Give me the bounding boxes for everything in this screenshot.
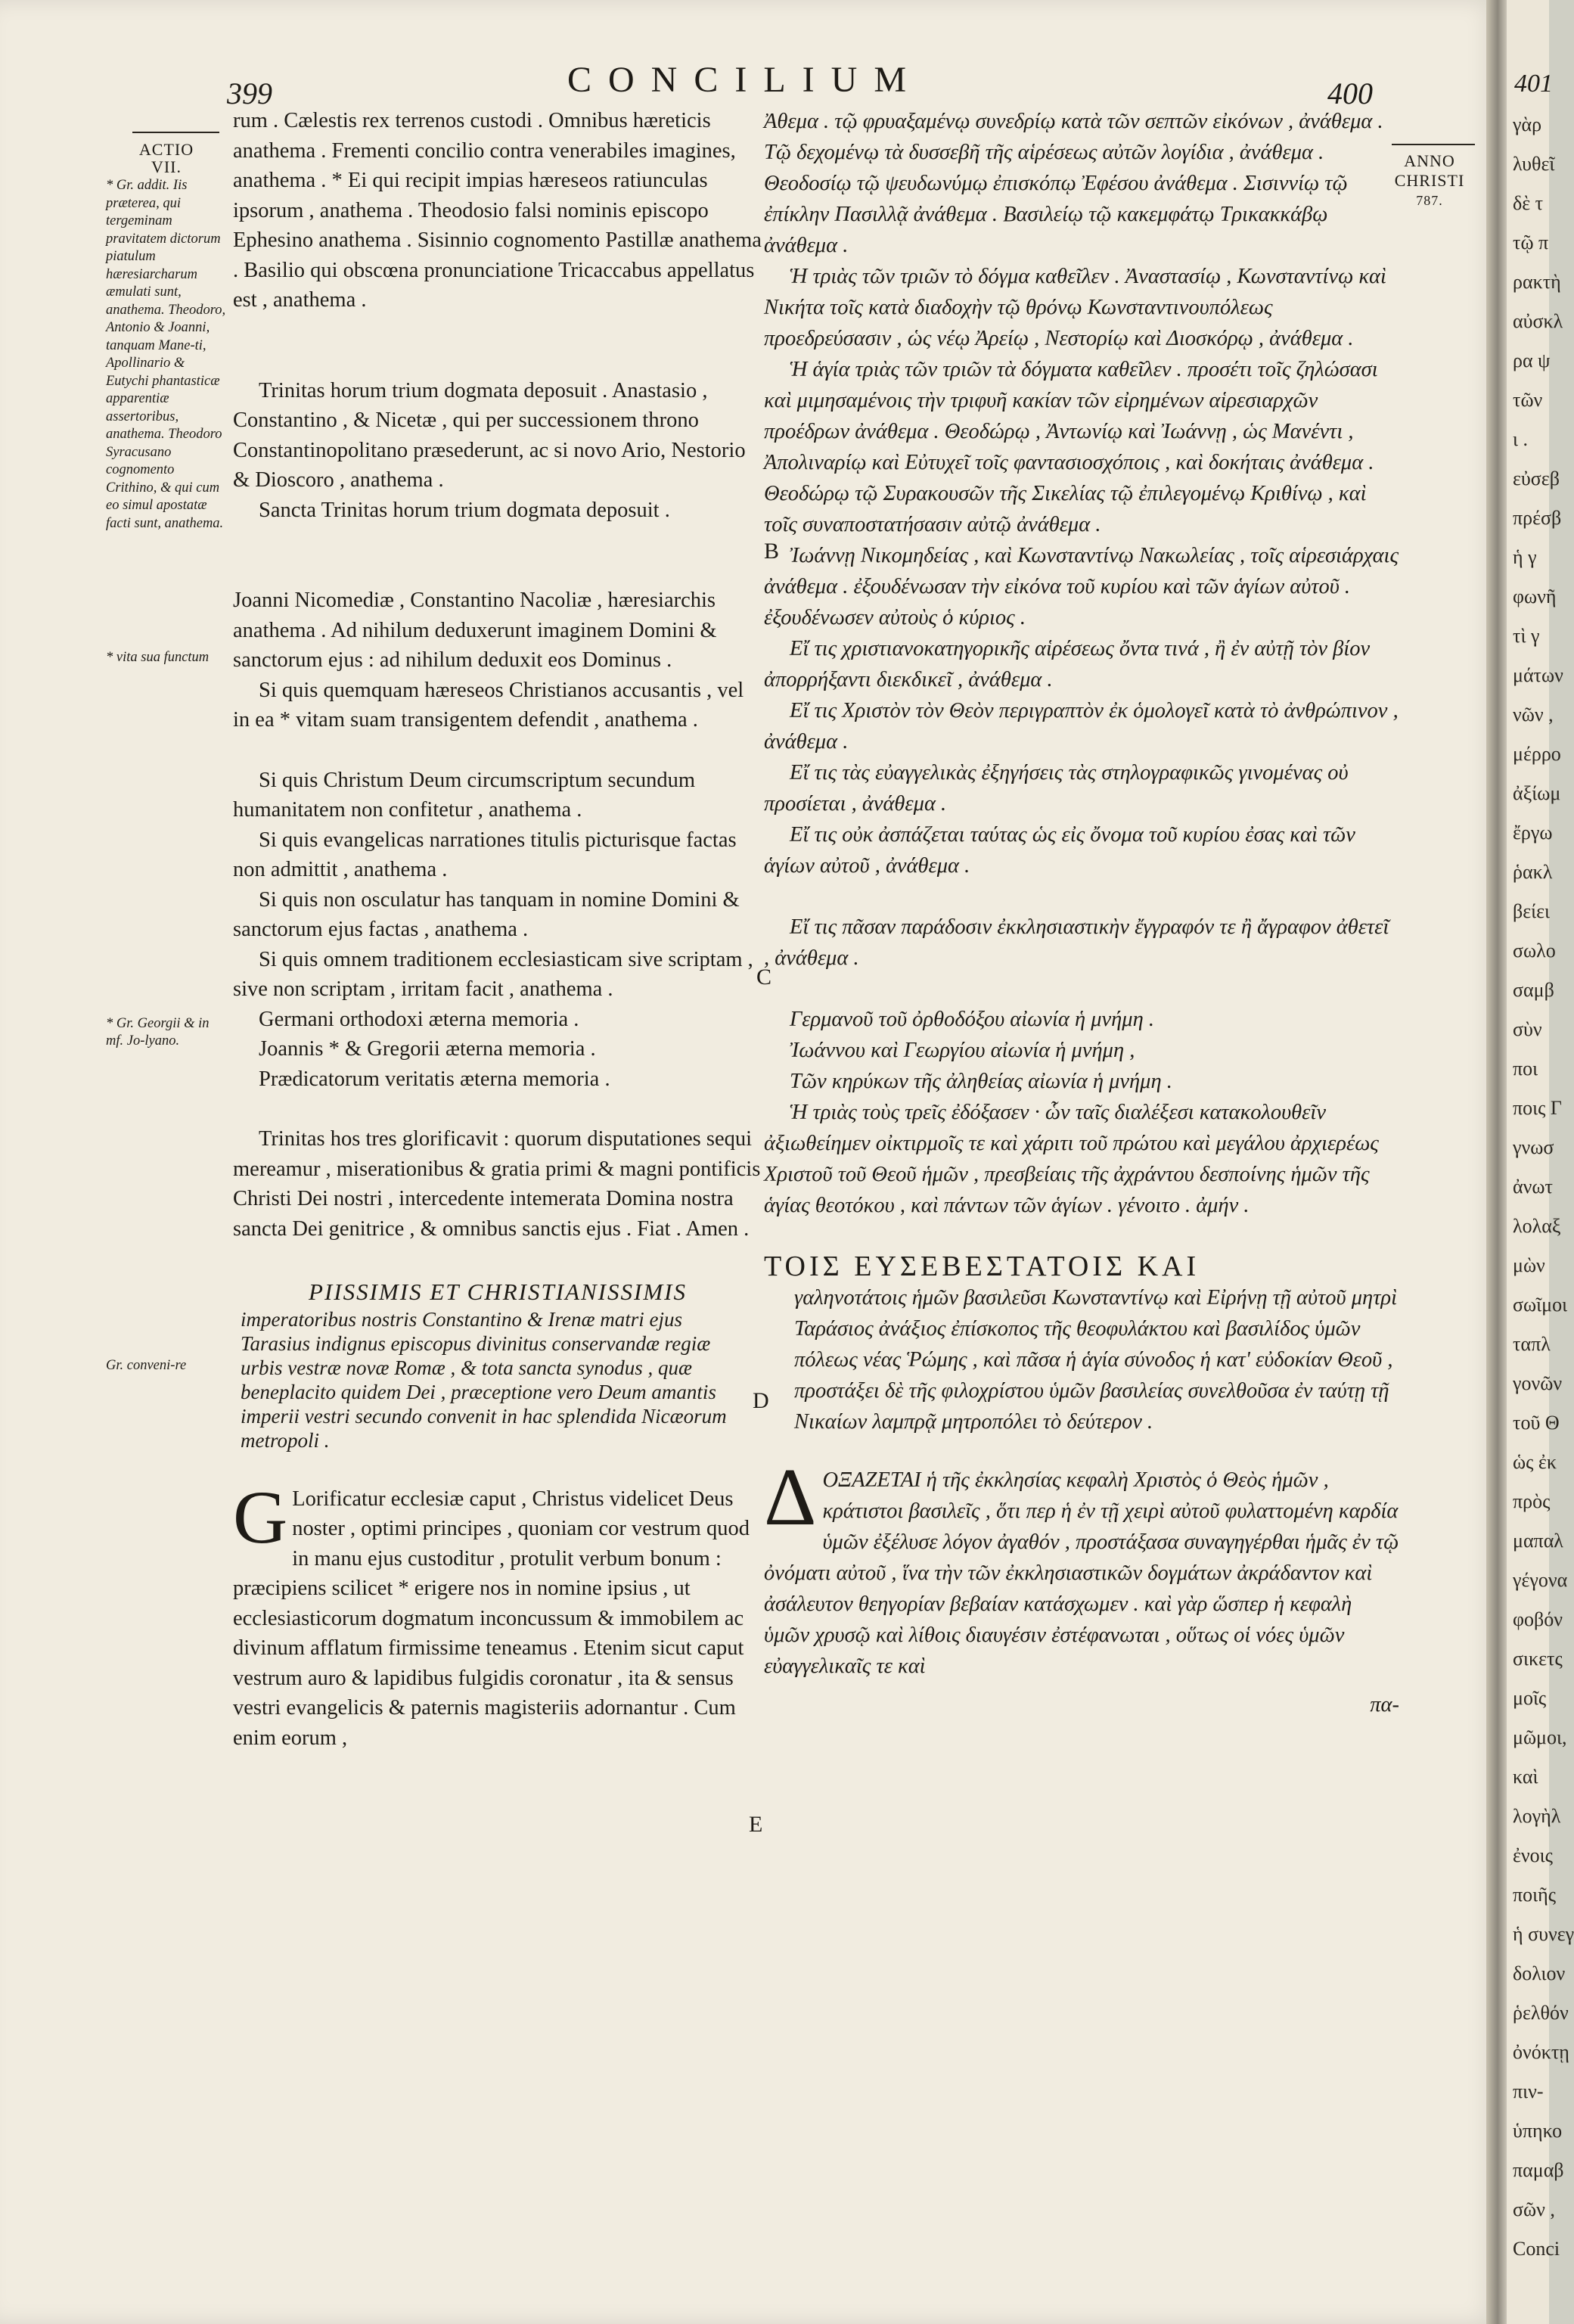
greek-mneme-1: Γερμανοῦ τοῦ ὀρθοδόξου αἰωνία ἡ μνήμη . [790,1008,1154,1031]
next-page-fragment: ποις Γ [1513,1097,1562,1119]
section-letter-c: C [756,965,772,990]
next-page-fragment: ὡς ἐκ [1513,1451,1557,1473]
actio-label: ACTIO [138,140,194,159]
next-page-fragment: Conci [1513,2238,1560,2260]
page-number-right: 400 [1327,76,1373,110]
next-page-fragment: ποι [1513,1058,1538,1080]
greek-letter-address: γαληνοτάτοις ἡμῶν βασιλεῦσι Κωνσταντίνῳ καὶ Εἰρήνῃ τῇ αὐτοῦ μητρὶ Ταράσιος ἀνάξιος ἐπίσκοπος τῆς θεοφυλάκτου καὶ βασιλίδος ὑμῶν πόλεως νέας Ῥώμης , καὶ πᾶσα ἡ ἁγία σύνοδος ἡ κατ' εὐδοκίαν Θεοῦ , προστάξει δὲ τῆς φιλοχρίστου ὑμῶν βασιλείας συνελθοῦσα ἐν ταύτῃ τῇ Νικαίων λαμπρᾷ μητροπόλει τὸ δεύτερον . [794,1286,1397,1434]
next-page-fragment: δολιον [1513,1962,1566,1984]
margin-rule-right [1392,144,1475,145]
next-page-fragment: ὑπηκο [1513,2120,1563,2142]
next-page-fragment: φωνῆ [1513,586,1557,607]
next-page-edge [1507,0,1574,2324]
page-number-next: 401 [1514,70,1553,98]
next-page-fragment: ρα ψ [1513,350,1551,371]
page-number-left: 399 [227,76,272,110]
next-page-fragment: μῶμοι, [1513,1726,1567,1748]
next-page-fragment: ῥελθόν [1513,2002,1569,2024]
greek-mneme-3: Τῶν κηρύκων τῆς ἀληθείας αἰωνία ἡ μνήμη . [790,1070,1172,1093]
next-page-fragment: σαμβ [1513,979,1554,1001]
latin-joanni: Joanni Nicomediæ , Constantino Nacoliæ , hæresiarchis anathema . Ad nihilum deduxerunt imaginem Domini & sanctorum ejus : ad nihilum deduxit eos Dominus . [233,589,717,672]
greek-anathemas-1: Ἀθεμα . τῷ φρυαξαμένῳ συνεδρίῳ κατὰ τῶν σεπτῶν εἰκόνων , ἀνάθεμα . Τῷ δεχομένῳ τὰ δυσσεβῆ τῆς αἱρέσεως αὐτῶν λογίδια , ἀνάθεμα . Θεοδοσίῳ τῷ ψευδωνύμῳ ἐπισκόπῳ Ἐφέσου ἀνάθεμα . Σισιννίῳ τῷ ἐπίκλην Πασιλλᾷ ἀνάθεμα . Βασιλείῳ τῷ κακεμφάτῳ Τρικακκάβῳ ἀνάθεμα . [764,110,1383,257]
next-page-fragment: παμαβ [1513,2159,1564,2181]
next-page-fragment: μὼν [1513,1254,1545,1276]
latin-si-quis-3: Si quis evangelicas narrationes titulis picturisque factas non admittit , anathema . [233,828,737,881]
section-letter-e: E [749,1812,763,1837]
next-page-fragment: γέγονα [1513,1569,1568,1591]
next-page-fragment: τὶ γ [1513,625,1540,647]
margin-note-greek-addition: * Gr. addit. Iis præterea, qui tergeminam pravitatem dictorum piatulum hæresiarcharum æmulati sunt, anathema. Theodoro, Antonio & Joanni, tanquam Mane-ti, Apollinario & Eutychi phantasticæ apparentiæ assertoribus, anathema. Theodoro Syracusano cognomento Crithino, & qui cum eo simul apostatæ facti sunt, anathema. [106,178,226,531]
next-page-fragment: τοῦ Θ [1513,1412,1560,1434]
latin-si-quis-1: Si quis quemquam hæreseos Christianos accusantis , vel in ea * vitam suam transigentem defendit , anathema . [233,678,744,732]
next-page-fragment: σὺν [1513,1018,1542,1040]
next-page-fragment: φοβόν [1513,1608,1563,1630]
next-page-fragment: ι . [1513,428,1528,450]
greek-trias-2: Ἡ ἁγία τριὰς τῶν τριῶν τὰ δόγματα καθεῖλεν . προσέτι τοῖς ζηλώσασι καὶ μιμησαμένοις τὴν τριφυῆ κακίαν τῶν εἰρημένων αἱρεσιαρχῶν προέδρων ἀνάθεμα . Θεοδώρῳ , Ἀντωνίῳ καὶ Ἰωάννῃ , ὡς Μανέντι , Ἀπολιναρίῳ καὶ Εὐτυχεῖ τοῖς φαντασιοσχόποις , καὶ δοκήταις ἀνάθεμα . Θεοδώρῳ τῷ Συρακουσῶν τῆς Σικελίας τῷ ἐπιλεγομένῳ Κριθίνῳ , καὶ τοῖς συναποστατήσασιν αὐτῷ ἀνάθεμα . [764,358,1378,536]
next-page-fragment: μάτων [1513,664,1563,686]
latin-trinitas-glorificavit: Trinitas hos tres glorificavit : quorum disputationes sequi mereamur , miserationibus & gratia primi & magni pontificis Christi Dei nostri , intercedente intemerata Domina nostra sancta Dei genitrice , & omnibus sanctis ejus . Fiat . Amen . [233,1127,761,1241]
next-page-fragment: ποιῆς [1513,1884,1557,1906]
next-page-fragment: γονῶν [1513,1372,1563,1394]
next-page-fragment: τῷ π [1513,231,1549,253]
book-gutter [1486,0,1509,2324]
next-page-fragment: σῶν , [1513,2198,1555,2220]
margin-note-convenire: Gr. conveni-re [106,1357,187,1373]
next-page-fragment: ρακτὴ [1513,271,1561,293]
next-page-fragment: δὲ τ [1513,192,1544,214]
next-page-fragment: ὀνόκτῃ [1513,2041,1569,2063]
next-page-fragment: νῶν , [1513,704,1554,725]
margin-rule-left [132,132,219,133]
next-page-fragment: γὰρ [1513,113,1542,135]
next-page-fragment: πρέσβ [1513,507,1562,529]
greek-drop-capital: Δ [764,1452,817,1543]
margin-note-vita: * vita sua functum [106,650,210,665]
latin-trinitas-2: Sancta Trinitas horum trium dogmata deposuit . [259,498,670,522]
greek-ei-tis-5: Εἴ τις πᾶσαν παράδοσιν ἐκκλησιαστικὴν ἔγγραφόν τε ἢ ἄγραφον ἀθετεῖ , ἀνάθεμα . [764,915,1389,970]
greek-ioanni: Ἰωάννῃ Νικομηδείας , καὶ Κωνσταντίνῳ Νακωλείας , τοῖς αἱρεσιάρχαις ἀνάθεμα . ἐξουδένωσαν τὴν εἰκόνα τοῦ κυρίου καὶ τῶν ἁγίων αὐτοῦ . ἐξουδένωσεν αὐτοὺς ὁ κύριος . [764,544,1399,629]
latin-si-quis-4: Si quis non osculatur has tanquam in nomine Domini & sanctorum ejus factas , anathema . [233,887,740,941]
greek-ei-tis-2: Εἴ τις Χριστὸν τὸν Θεὸν περιγραπτὸν ἐκ ὁμολογεῖ κατὰ τὸ ἀνθρώπινον , ἀνάθεμα . [764,699,1399,753]
latin-anathemas-1: rum . Cælestis rex terrenos custodi . Omnibus hæreticis anathema . Frementi concilio contra venerabiles imagines, anathema . * Ei qui recipit impias hæreseos ratiunculas ipsorum , anathema . Theodosio falsi nominis episcopo Ephesino anathema . Sisinnio cognomento Pastillæ anathema . Basilio qui obscœna pronunciatione Tricaccabus appellatus est , anathema . [233,109,762,312]
section-letter-b: B [764,539,780,564]
next-page-fragment: σικετς [1513,1648,1563,1670]
next-page-fragment: αὐσκλ [1513,310,1563,332]
latin-letter-address: imperatoribus nostris Constantino & Irenæ matri ejus Tarasius indignus episcopus divinitus conservandæ regiæ urbis vestræ novæ Romæ , & tota sancta synodus , quæ beneplacito quidem Dei , præceptione vero Deum amantis imperii vestri secundo convenit in hac splendida Nicæorum metropoli . [241,1307,727,1452]
margin-note-georgii: * Gr. Georgii & in mf. Jo-lyano. [106,1015,210,1049]
latin-memoria-3: Prædicatorum veritatis æterna memoria . [259,1067,610,1091]
latin-letter-text: Lorificatur ecclesiæ caput , Christus videlicet Deus noster , optimi principes , quoniam cor vestrum quod in manu ejus custoditur , protulit verbum bonum : præcipiens scilicet * erigere nos in nomine ipsius , ut ecclesiasticorum dogmatum inconcussum & immobilem ac divinum afflatum firmissime teneamus . Etenim sicut caput vestrum auro & lapidibus fulgidis coronatur , ita & sensus vestri evangelicis & paternis magisteriis adornantur . Cum enim eorum , [233,1487,750,1750]
next-page-fragment: μοῖς [1513,1687,1547,1709]
next-page-fragment: ἀξίωμ [1513,782,1561,804]
next-page-fragment: ταπλ [1513,1333,1551,1355]
next-page-fragment: λογὴλ [1513,1805,1561,1827]
greek-ei-tis-3: Εἴ τις τὰς εὐαγγελικὰς ἐξηγήσεις τὰς στηλογραφικῶς γινομένας οὐ προσίεται , ἀνάθεμα . [764,761,1349,816]
next-page-fragment: ἡ συνεγ [1513,1923,1574,1945]
margin-notes [106,141,227,1375]
latin-letter-body [233,1474,762,1754]
next-page-fragment: τῶν [1513,389,1543,411]
greek-column [764,106,1399,1720]
anno-label: ANNO [1404,151,1455,170]
greek-letter-text: ΟΞΑΖΕΤΑΙ ἡ τῆς ἐκκλησίας κεφαλὴ Χριστὸς ὁ Θεὸς ἡμῶν , κράτιστοι βασιλεῖς , ὅτι περ ἡ ἐν τῇ χειρὶ αὐτοῦ φυλαττομένη καρδία ὑμῶν ἐξέλυσε λόγον ἀγαθόν , προστάξασα συναγηγέρθαι ἡμᾶς ἐν τῷ ὀνόματι αὐτοῦ , ἵνα τὴν τῶν ἐκκλησιαστικῶν δογμάτων ἀκράδαντον καὶ ἀσάλευτον θεηγορίαν βεβαίαν κατάσχωμεν . καὶ γὰρ ὥσπερ ἡ κεφαλὴ ὑμῶν χρυσῷ καὶ λίθοις διαυγέσιν ἐστέφανωται , οὕτως οἱ νόες ὑμῶν εὐαγγελικαῖς τε καὶ [764,1468,1399,1678]
next-page-fragment: ἔργω [1513,822,1553,844]
latin-si-quis-5: Si quis omnem traditionem ecclesiasticam sive scriptam , sive non scriptam , irritam facit , anathema . [233,947,753,1001]
next-page-fragment: καὶ [1513,1766,1538,1788]
greek-ei-tis-4: Εἴ τις οὐκ ἀσπάζεται ταύτας ὡς εἰς ὄνομα τοῦ κυρίου ἐσας καὶ τῶν ἁγίων αὐτοῦ , ἀνάθεμα . [764,823,1355,878]
next-page-fragment: ἐνοις [1513,1844,1553,1866]
christi-label: CHRISTI [1394,171,1465,190]
latin-trinitas-1: Trinitas horum trium dogmata deposuit . Anastasio , Constantino , & Nicetæ , qui per successionem throno Constantinopolitano præsederunt, ac si novo Ario, Nestorio & Dioscoro , anathema . [233,378,746,492]
greek-ei-tis-1: Εἴ τις χριστιανοκατηγορικῆς αἱρέσεως ὄντα τινά , ἢ ἐν αὐτῇ τὸν βίον ἀπορρήξαντι διεκδικεῖ , ἀνάθεμα . [764,637,1371,691]
greek-trias-edoxasen: Ἡ τριὰς τοὺς τρεῖς ἐδόξασεν · ὧν ταῖς διαλέξεσι κατακολουθεῖν ἀξιωθείημεν οἰκτιρμοῖς τε καὶ χάριτι τοῦ πρώτου καὶ μεγάλου ἀρχιερέως Χριστοῦ τοῦ Θεοῦ ἡμῶν , πρεσβείαις τῆς ἀχράντου δεσποίνης ἡμῶν τῆς ἁγίας θεοτόκου , καὶ πάντων τῶν ἁγίων . γένοιτο . ἀμήν . [764,1101,1379,1217]
greek-trias-1: Ἡ τριὰς τῶν τριῶν τὸ δόγμα καθεῖλεν . Ἀναστασίῳ , Κωνσταντίνῳ καὶ Νικήτα τοῖς κατὰ διαδοχὴν τῷ θρόνῳ Κωνσταντινουπόλεως προεδρεύσασιν , ὡς νέῳ Ἀρείῳ , Νεστορίῳ καὶ Διοσκόρῳ , ἀνάθεμα . [764,265,1386,350]
next-page-fragment: σωῖμοι [1513,1294,1568,1316]
section-letter-d: D [753,1388,769,1413]
greek-mneme-2: Ἰωάννου καὶ Γεωργίου αἰωνία ἡ μνήμη , [790,1039,1135,1062]
latin-si-quis-2: Si quis Christum Deum circumscriptum secundum humanitatem non confitetur , anathema . [233,768,696,822]
latin-drop-capital: G [233,1474,288,1559]
next-page-fragment: ῥακλ [1513,861,1553,883]
next-page-fragment: πιν- [1513,2080,1544,2102]
latin-memoria-2: Joannis * & Gregorii æterna memoria . [259,1037,596,1061]
catchword: πα- [1370,1693,1399,1717]
next-page-fragment: πρὸς [1513,1490,1551,1512]
next-page-fragment: λυθεῖ [1513,153,1555,175]
greek-letter-body [764,1452,1399,1682]
next-page-fragment: βείει [1513,900,1551,922]
next-page-fragment: λολαξ [1513,1215,1561,1237]
running-title: CONCILIUM [567,60,923,100]
next-page-fragment: μέρρο [1513,743,1561,765]
next-page-fragment: μαπαλ [1513,1530,1563,1552]
next-page-fragment: γνωσ [1513,1136,1554,1158]
latin-column [233,106,762,1753]
anno-year: 787. [1416,193,1443,208]
latin-memoria-1: Germani orthodoxi æterna memoria . [259,1007,579,1031]
next-page-fragment: σωλο [1513,940,1556,962]
next-page-fragment: ἀνωτ [1513,1176,1553,1198]
next-page-fragment: ἡ γ [1513,546,1537,568]
next-page-fragment: εὐσεβ [1513,468,1560,489]
latin-letter-heading: PIISSIMIS ET CHRISTIANISSIMIS [309,1279,687,1305]
greek-letter-heading: ΤΟΙΣ ΕΥΣΕΒΕΣΤΑΤΟΙΣ ΚΑΙ [764,1251,1200,1282]
actio-number: VII. [151,157,182,176]
